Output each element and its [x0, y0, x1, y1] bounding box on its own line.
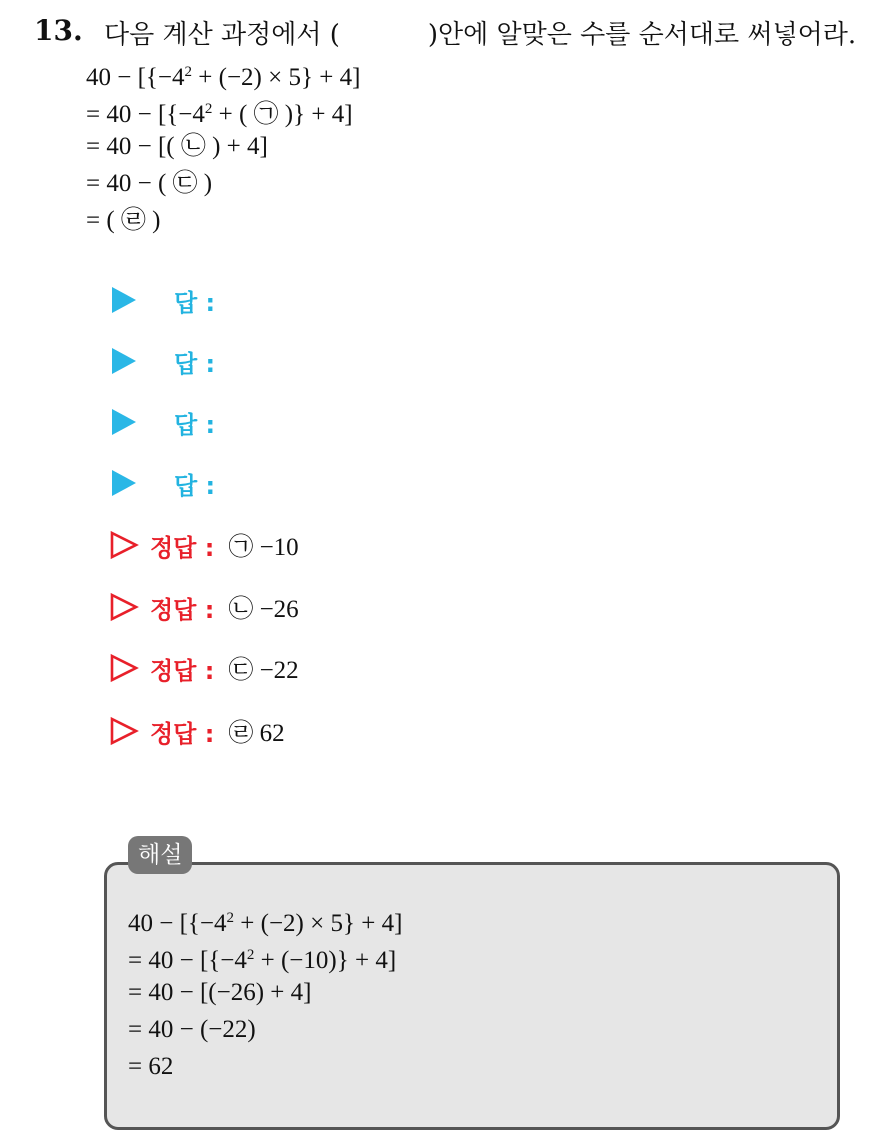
explanation-step: = 40 − (−22): [128, 1016, 256, 1043]
outline-triangle-icon: [108, 715, 140, 747]
solution-row: [108, 711, 285, 751]
question-steps: [86, 54, 360, 239]
question-text-before: 다음 계산 과정에서 (: [104, 20, 340, 50]
question-step: = ( ㉣ ): [86, 207, 161, 234]
solution-row: [108, 525, 299, 565]
play-arrow-icon: [112, 348, 136, 374]
play-arrow-icon: [112, 470, 136, 496]
solution-label: 정답 :: [150, 719, 215, 748]
question-step: = 40 − [( ㉡ ) + 4]: [86, 133, 268, 160]
outline-triangle-icon: [108, 529, 140, 561]
answer-label: 답 :: [174, 349, 216, 378]
explanation-title: 해설: [128, 836, 192, 874]
question-number: 13.: [34, 14, 83, 47]
play-arrow-icon: [112, 287, 136, 313]
explanation-step: = 62: [128, 1053, 174, 1080]
solution-value: ㉡ −26: [228, 596, 299, 623]
explanation-step: $40 - [\{-4^2 + (-2) \times 5\} + 4]$: [128, 910, 403, 937]
answer-row[interactable]: [108, 341, 215, 381]
solution-label: 정답 :: [150, 656, 215, 685]
explanation-step: = 40 − [(−26) + 4]: [128, 979, 312, 1006]
question-step: = 40 − ( ㉢ ): [86, 170, 213, 197]
play-arrow-icon: [112, 409, 136, 435]
explanation-steps: [128, 900, 402, 1085]
solution-value: ㉣ 62: [228, 720, 285, 747]
outline-triangle-icon: [108, 591, 140, 623]
question-step: $40 - [\{-4^2 + (-2) \times 5\} + 4]$: [86, 64, 361, 91]
solution-value: ㉢ −22: [228, 657, 299, 684]
solution-label: 정답 :: [150, 595, 215, 624]
solution-row: [108, 648, 299, 688]
explanation-step: = $40 - [\{-4^2 + (-10)\} + 4]$: [128, 947, 397, 974]
answer-row[interactable]: [108, 280, 215, 320]
outline-triangle-icon: [108, 652, 140, 684]
answer-label: 답 :: [174, 471, 216, 500]
answer-label: 답 :: [174, 288, 216, 317]
question-step: = $40 - [\{-4^2$ + ( ㉠ )} + 4]: [86, 101, 353, 128]
answer-row[interactable]: [108, 463, 215, 503]
solution-label: 정답 :: [150, 533, 215, 562]
answer-label: 답 :: [174, 410, 216, 439]
solution-value: ㉠ −10: [228, 534, 299, 561]
question-text: [104, 14, 856, 51]
answer-row[interactable]: [108, 402, 215, 442]
solution-row: [108, 587, 299, 627]
question-text-after: )안에 알맞은 수를 순서대로 써넣어라.: [427, 20, 857, 50]
